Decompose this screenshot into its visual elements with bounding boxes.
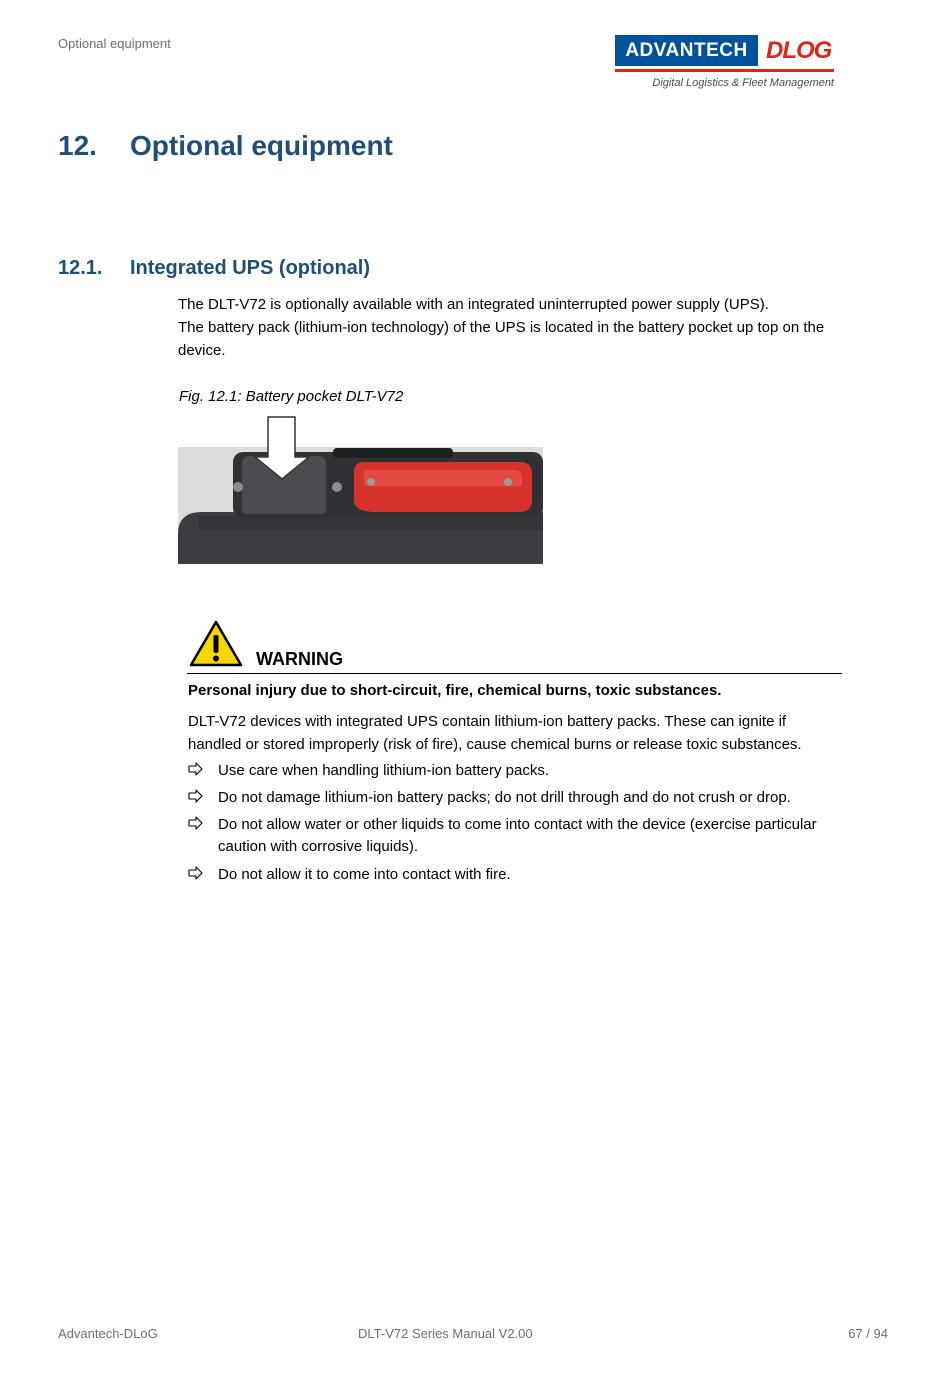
section-number: 12.1. [58,257,103,279]
intro-line-2: The battery pack (lithium-ion technology) of the UPS is located in the battery pocket up top on the device. [178,319,825,359]
logo-advantech: ADVANTECH [615,35,758,66]
warning-bullet [188,814,840,858]
figure-caption: Fig. 12.1: Battery pocket DLT-V72 [179,388,404,405]
warning-bullet [188,864,840,886]
screw-left [233,482,243,492]
red-handle-highlight [364,470,522,486]
arrow-right-icon [188,789,204,803]
handle-screw-right [504,478,512,486]
warning-triangle-icon [189,620,243,667]
warning-bullet [188,760,840,782]
warning-label: WARNING [256,649,343,669]
battery-pocket-photo [178,416,543,564]
warning-bullet [188,787,840,809]
device-buttons [333,448,453,458]
warning-bullet-text: Use care when handling lithium-ion battery packs. [218,762,550,779]
logo-dlog: DLOG [766,37,832,64]
advantech-dlog-logo [615,34,835,96]
logo-underline [615,69,834,72]
handle-screw-left [367,478,375,486]
warning-divider [187,673,842,674]
warning-text: DLT-V72 devices with integrated UPS contain lithium-ion battery packs. These can ignite if handled or stored improperly (risk of fire), cause chemical burns or release toxic substances. [188,713,802,753]
running-header: Optional equipment [58,36,171,51]
device-top [198,516,543,530]
arrow-right-icon [188,816,204,830]
logo-tagline: Digital Logistics & Fleet Management [652,77,834,89]
red-handle [354,462,532,512]
footer-page-number: 67 / 94 [848,1326,888,1341]
warning-bullet-text: Do not allow it to come into contact with fire. [218,866,511,883]
arrow-right-icon [188,866,204,880]
arrow-right-icon [188,762,204,776]
warning-heading: Personal injury due to short-circuit, fire, chemical burns, toxic substances. [188,682,722,699]
intro-line-1: The DLT-V72 is optionally available with an integrated uninterrupted power supply (UPS). [178,296,769,313]
section-heading [58,257,370,280]
warning-bullet-text: Do not damage lithium-ion battery packs; do not drill through and do not crush or drop. [218,789,791,806]
chapter-number: 12. [58,130,97,161]
screw-right [332,482,342,492]
chapter-heading [58,130,393,162]
footer-manual-title: DLT-V72 Series Manual V2.00 [358,1326,533,1341]
footer-company: Advantech-DLoG [58,1326,158,1341]
section-title: Integrated UPS (optional) [130,257,370,279]
chapter-title: Optional equipment [130,130,393,161]
warning-bullet-text: Do not allow water or other liquids to come into contact with the device (exercise particular caution with corrosive liquids). [218,816,817,855]
intro-paragraph [178,293,850,362]
